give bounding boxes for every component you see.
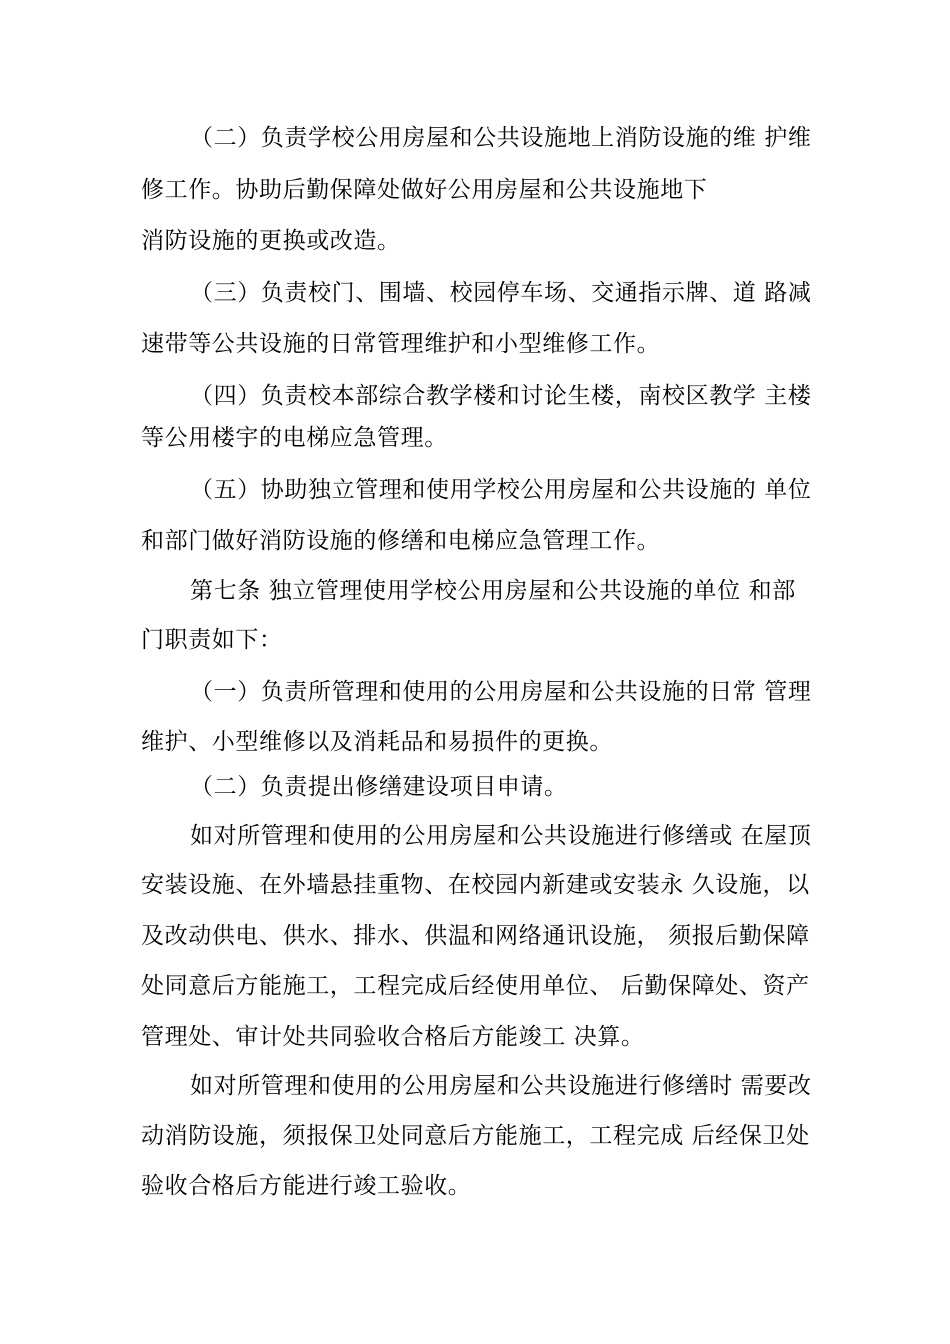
- text-line: 如对所管理和使用的公用房屋和公共设施进行修缮或 在屋顶: [190, 823, 812, 849]
- text-line: 安装设施、在外墙悬挂重物、在校园内新建或安装永 久设施，以: [141, 872, 810, 898]
- text-line: 验收合格后方能进行竣工验收。: [141, 1173, 472, 1199]
- text-line: 速带等公共设施的日常管理维护和小型维修工作。: [141, 331, 661, 357]
- text-line: 及改动供电、供水、排水、供温和网络通讯设施， 须报后勤保障: [141, 923, 810, 949]
- text-line: 和部门做好消防设施的修缮和电梯应急管理工作。: [141, 528, 661, 554]
- text-line: （五）协助独立管理和使用学校公用房屋和公共设施的 单位: [190, 477, 812, 503]
- text-line: 处同意后方能施工，工程完成后经使用单位、 后勤保障处、资产: [141, 973, 810, 999]
- text-line: （一）负责所管理和使用的公用房屋和公共设施的日常 管理: [190, 679, 812, 705]
- text-line: 消防设施的更换或改造。: [141, 228, 401, 254]
- text-line: 等公用楼宇的电梯应急管理。: [141, 425, 448, 451]
- text-line: 门职责如下：: [141, 627, 283, 653]
- text-line: 维护、小型维修以及消耗品和易损件的更换。: [141, 729, 613, 755]
- text-line: 第七条 独立管理使用学校公用房屋和公共设施的单位 和部: [190, 578, 796, 604]
- text-line: 管理处、审计处共同验收合格后方能竣工 决算。: [141, 1024, 645, 1050]
- text-line: （二）负责提出修缮建设项目申请。: [190, 774, 568, 800]
- text-line: （三）负责校门、围墙、校园停车场、交通指示牌、道 路减: [190, 280, 812, 306]
- text-line: （二）负责学校公用房屋和公共设施地上消防设施的维 护维: [190, 125, 812, 151]
- text-line: （四）负责校本部综合教学楼和讨论生楼，南校区教学 主楼: [190, 383, 812, 409]
- text-line: 动消防设施，须报保卫处同意后方能施工，工程完成 后经保卫处: [141, 1123, 810, 1149]
- text-line: 如对所管理和使用的公用房屋和公共设施进行修缮时 需要改: [190, 1073, 812, 1099]
- text-line: 修工作。协助后勤保障处做好公用房屋和公共设施地下: [141, 177, 708, 203]
